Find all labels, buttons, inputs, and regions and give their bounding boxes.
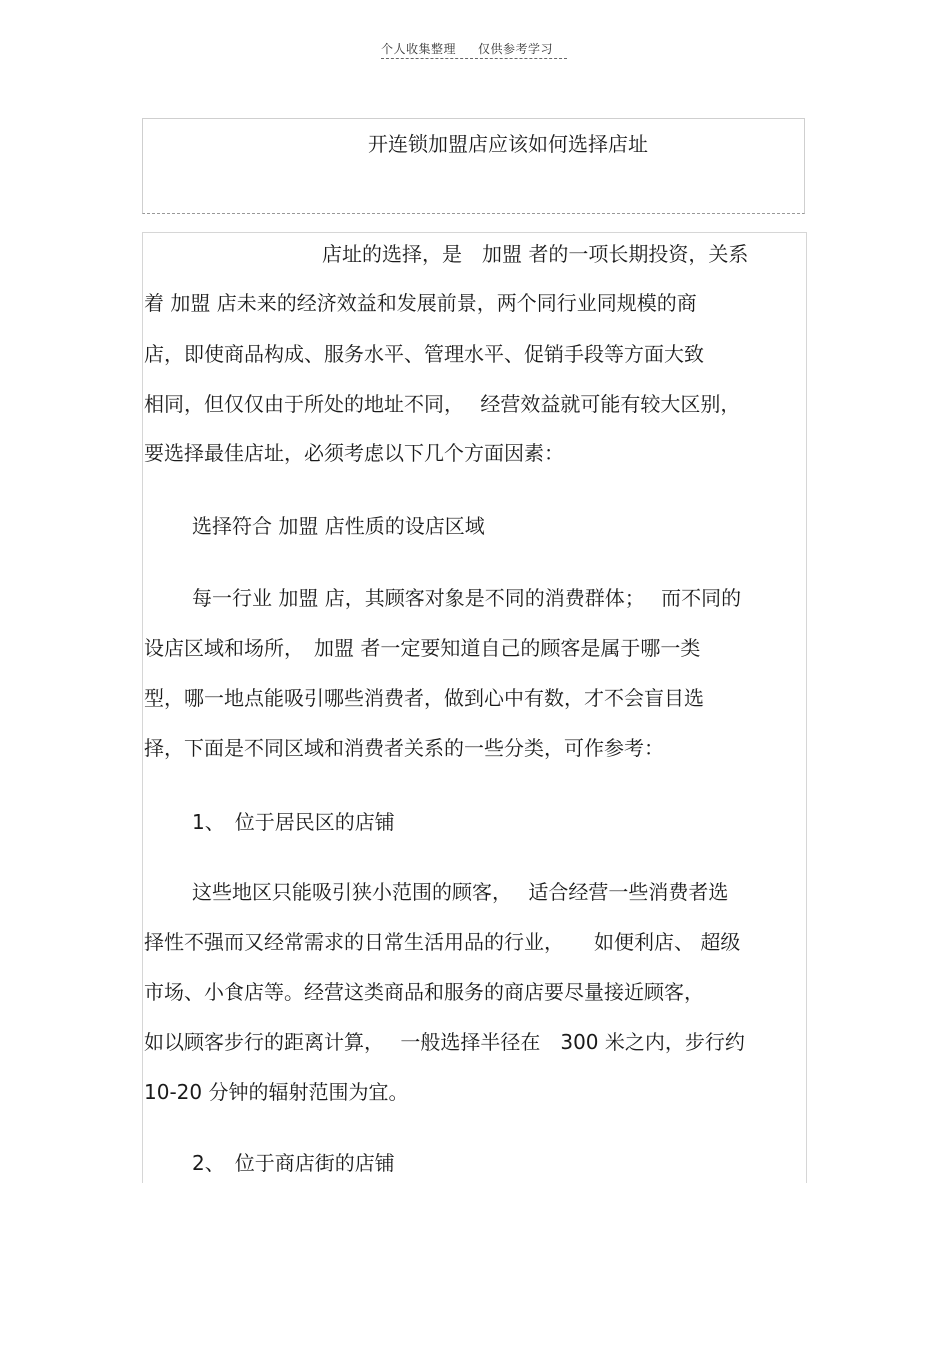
document-title: 开连锁加盟店应该如何选择店址	[368, 132, 648, 156]
paragraph-line: 择，下面是不同区域和消费者关系的一些分类，可作参考：	[144, 736, 664, 760]
paragraph-line: 着 加盟 店未来的经济效益和发展前景，两个同行业同规模的商	[144, 291, 697, 315]
header-note	[381, 40, 553, 57]
section-heading: 选择符合 加盟 店性质的设店区域	[192, 514, 485, 538]
header-right-text: 仅供参考学习	[478, 42, 554, 56]
numbered-heading: 1、 位于居民区的店铺	[192, 810, 395, 834]
paragraph-line: 设店区域和场所， 加盟 者一定要知道自己的顾客是属于哪一类	[144, 636, 701, 660]
paragraph-line: 型，哪一地点能吸引哪些消费者，做到心中有数，才不会盲目选	[144, 686, 704, 710]
paragraph-line: 择性不强而又经常需求的日常生活用品的行业， 如便利店、 超级	[144, 930, 741, 954]
paragraph-line: 店，即使商品构成、服务水平、管理水平、促销手段等方面大致	[144, 342, 704, 366]
header-divider	[381, 58, 567, 59]
paragraph-line: 每一行业 加盟 店，其顾客对象是不同的消费群体； 而不同的	[192, 586, 742, 610]
numbered-heading: 2、 位于商店街的店铺	[192, 1151, 395, 1175]
paragraph-line: 这些地区只能吸引狭小范围的顾客， 适合经营一些消费者选	[192, 880, 729, 904]
paragraph-line: 10-20 分钟的辐射范围为宜。	[144, 1080, 409, 1104]
content-frame-mask	[142, 1183, 807, 1345]
paragraph-line: 要选择最佳店址，必须考虑以下几个方面因素：	[144, 441, 564, 465]
paragraph-line: 店址的选择，是 加盟 者的一项长期投资，关系	[322, 242, 749, 266]
header-left-text: 个人收集整理	[381, 42, 457, 56]
paragraph-line: 相同，但仅仅由于所处的地址不同， 经营效益就可能有较大区别，	[144, 392, 741, 416]
paragraph-line: 市场、小食店等。经营这类商品和服务的商店要尽量接近顾客，	[144, 980, 704, 1004]
paragraph-line: 如以顾客步行的距离计算， 一般选择半径在 300 米之内，步行约	[144, 1030, 745, 1054]
